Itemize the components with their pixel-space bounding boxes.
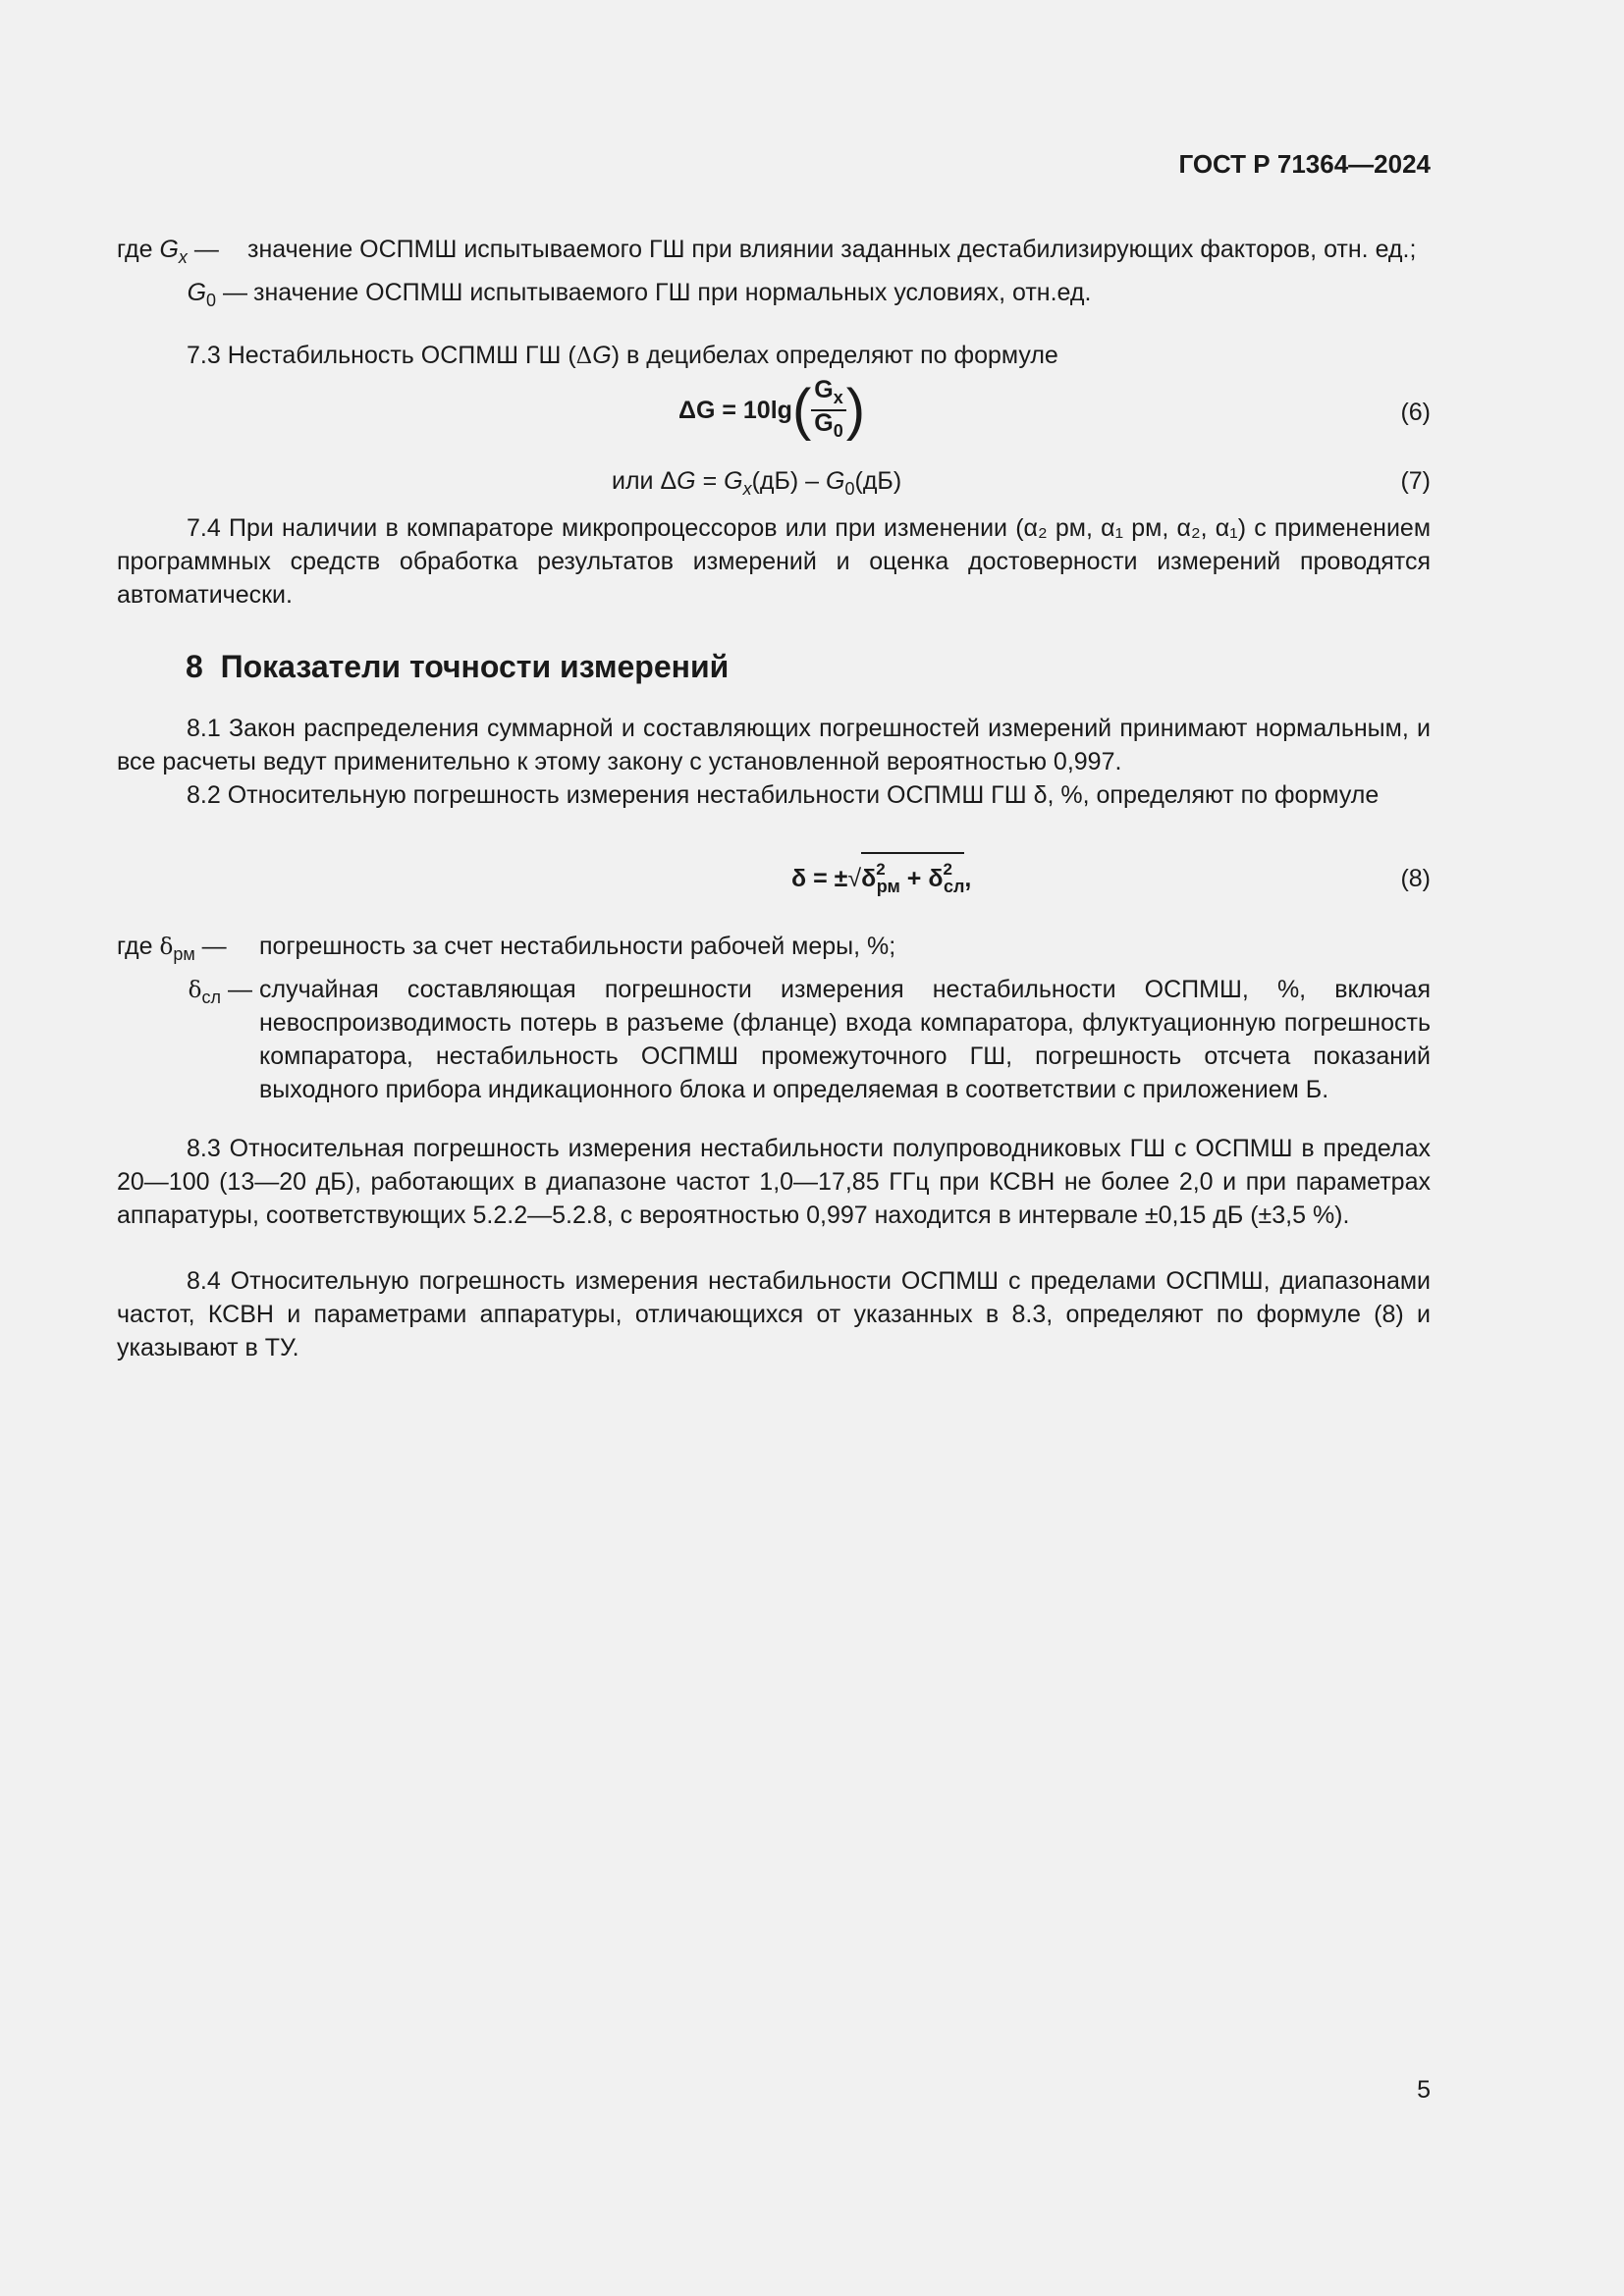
clause-number: 8.1	[187, 715, 221, 742]
paragraph-text: Относительную погрешность измерения нестабильности ОСПМШ с пределами ОСПМШ, диапазонами частот, КСВН и параметрами аппаратуры, отличающихся от указанных в 8.3, определяют по формуле (8) и указывают в ТУ.	[117, 1267, 1432, 1362]
symbol-delta-sl: δ	[188, 978, 202, 1003]
formula-6-body	[678, 378, 865, 443]
clause-number: 8.4	[187, 1267, 221, 1295]
paragraph-8-2	[117, 778, 1431, 812]
dash: —	[193, 236, 219, 263]
delta-sl-subscript: сл	[943, 877, 965, 896]
delta-sl-square: 2	[943, 860, 952, 879]
delta-symbol: Δ	[575, 344, 593, 369]
delta-rm: δ	[861, 865, 877, 892]
denominator-base: G	[814, 409, 834, 437]
paragraph-8-1	[117, 712, 1431, 778]
formula-7-prefix: или Δ	[612, 467, 677, 495]
sqrt-sign: √	[847, 865, 862, 892]
formula-6	[117, 378, 1431, 447]
formula-8-lhs: δ = ±	[791, 865, 848, 892]
section-title: Показатели точности измерений	[220, 649, 730, 684]
symbol-gx: G	[159, 236, 179, 263]
paragraph-7-3	[117, 339, 1431, 373]
symbol-delta-rm: δ	[159, 934, 174, 960]
paragraph-7-4	[117, 511, 1431, 612]
equation-number: (8)	[1400, 865, 1431, 892]
equals: =	[695, 467, 725, 495]
document-code: ГОСТ Р 71364—2024	[1178, 149, 1431, 179]
clause-number: 7.4	[187, 514, 221, 542]
paragraph-8-3	[117, 1132, 1431, 1232]
paragraph-text: При наличии в компараторе микропроцессоров или при изменении (α₂ рм, α₁ рм, α₂, α₁) с применением программных средств обработка результатов измерений и оценка достоверности измерений проводятся автоматически.	[117, 514, 1432, 609]
dash: —	[223, 279, 247, 306]
left-paren: (	[791, 378, 812, 442]
sqrt-radicand	[861, 852, 964, 900]
symbol-g: G	[677, 467, 696, 495]
clause-number: 8.3	[187, 1135, 221, 1162]
symbol-gx: G	[724, 467, 743, 495]
where-symbol	[117, 930, 252, 971]
formula-8-body	[791, 852, 971, 900]
document-page	[117, 0, 1431, 2296]
symbol-g: G	[592, 342, 612, 369]
where-row-g0	[117, 276, 1431, 317]
delta-rm-square: 2	[876, 860, 886, 879]
paragraph-8-4	[117, 1264, 1431, 1364]
formula-7-db2: (дБ)	[854, 467, 902, 495]
where-intro: где	[117, 236, 153, 263]
clause-number: 8.2	[187, 781, 221, 809]
formula-7-db1: (дБ) –	[751, 467, 827, 495]
where-row-delta-rm	[117, 930, 1431, 971]
p73-text-after: ) в децибелах определяют по формуле	[611, 342, 1058, 369]
where-row-delta-sl	[117, 973, 1431, 1106]
page-number: 5	[1417, 2076, 1431, 2104]
section-heading	[186, 650, 729, 683]
where-row-gx	[117, 233, 1431, 274]
dash: —	[228, 976, 252, 1003]
paragraph-text: Закон распределения суммарной и составляющих погрешностей измерений принимают нормальным, и все расчеты ведут применительно к этому закону с установленной вероятностью 0,997.	[117, 715, 1431, 775]
fraction	[811, 378, 845, 443]
equation-number: (7)	[1400, 467, 1431, 495]
where-delta-rm-text: погрешность за счет нестабильности рабочей меры, %;	[259, 933, 896, 960]
where-block-1	[117, 233, 1431, 317]
symbol-g0: G	[187, 279, 207, 306]
right-paren: )	[845, 378, 866, 442]
dash: —	[201, 933, 227, 960]
where-intro: где	[117, 933, 153, 960]
section-number: 8	[186, 649, 203, 684]
formula-7-body	[612, 464, 901, 506]
where-g0-text: значение ОСПМШ испытываемого ГШ при нормальных условиях, отн.ед.	[253, 279, 1092, 306]
formula-7	[117, 464, 1431, 500]
formula-8	[117, 848, 1431, 899]
p73-text-before: Нестабильность ОСПМШ ГШ (	[227, 342, 576, 369]
where-symbol	[117, 973, 252, 1014]
equation-number: (6)	[1400, 399, 1431, 426]
symbol-g0: G	[826, 467, 845, 495]
symbol-g0-subscript: 0	[844, 479, 855, 499]
clause-number: 7.3	[187, 342, 221, 369]
symbol-delta-sl-subscript: сл	[201, 988, 222, 1007]
numerator-base: G	[814, 376, 834, 403]
denominator-subscript: 0	[833, 421, 843, 441]
symbol-delta-rm-subscript: рм	[173, 944, 195, 964]
numerator	[811, 378, 845, 411]
symbol-gx-subscript: x	[178, 247, 188, 267]
plus: +	[899, 865, 929, 892]
symbol-g0-subscript: 0	[206, 291, 217, 310]
where-gx-text: значение ОСПМШ испытываемого ГШ при влиянии заданных дестабилизирующих факторов, отн. ед.;	[247, 236, 1417, 263]
where-block-2	[117, 930, 1431, 1106]
denominator	[814, 411, 842, 443]
where-delta-sl-text: случайная составляющая погрешности измерения нестабильности ОСПМШ, %, включая невоспроизводимость потерь в разъеме (фланце) входа компаратора, флуктуационную погрешность компаратора, нестабильность ОСПМШ промежуточного ГШ, погрешность отсчета показаний выходного прибора индикационного блока и определяемая в соответствии с приложением Б.	[259, 976, 1431, 1103]
symbol-gx-subscript: x	[742, 479, 752, 499]
delta-sl: δ	[928, 865, 944, 892]
delta-rm-subscript: рм	[876, 877, 900, 896]
formula-6-lhs: ΔG = 10lg	[678, 397, 792, 424]
paragraph-text: Относительную погрешность измерения нестабильности ОСПМШ ГШ δ, %, определяют по формуле	[227, 781, 1380, 809]
numerator-subscript: x	[833, 388, 843, 407]
paragraph-text: Относительная погрешность измерения нестабильности полупроводниковых ГШ с ОСПМШ в пределах 20—100 (13—20 дБ), работающих в диапазоне частот 1,0—17,85 ГГц при КСВН не более 2,0 и при параметрах аппаратуры, соответствующих 5.2.2—5.2.8, с вероятностью 0,997 находится в интервале ±0,15 дБ (±3,5 %).	[117, 1135, 1431, 1229]
comma: ,	[964, 865, 972, 892]
